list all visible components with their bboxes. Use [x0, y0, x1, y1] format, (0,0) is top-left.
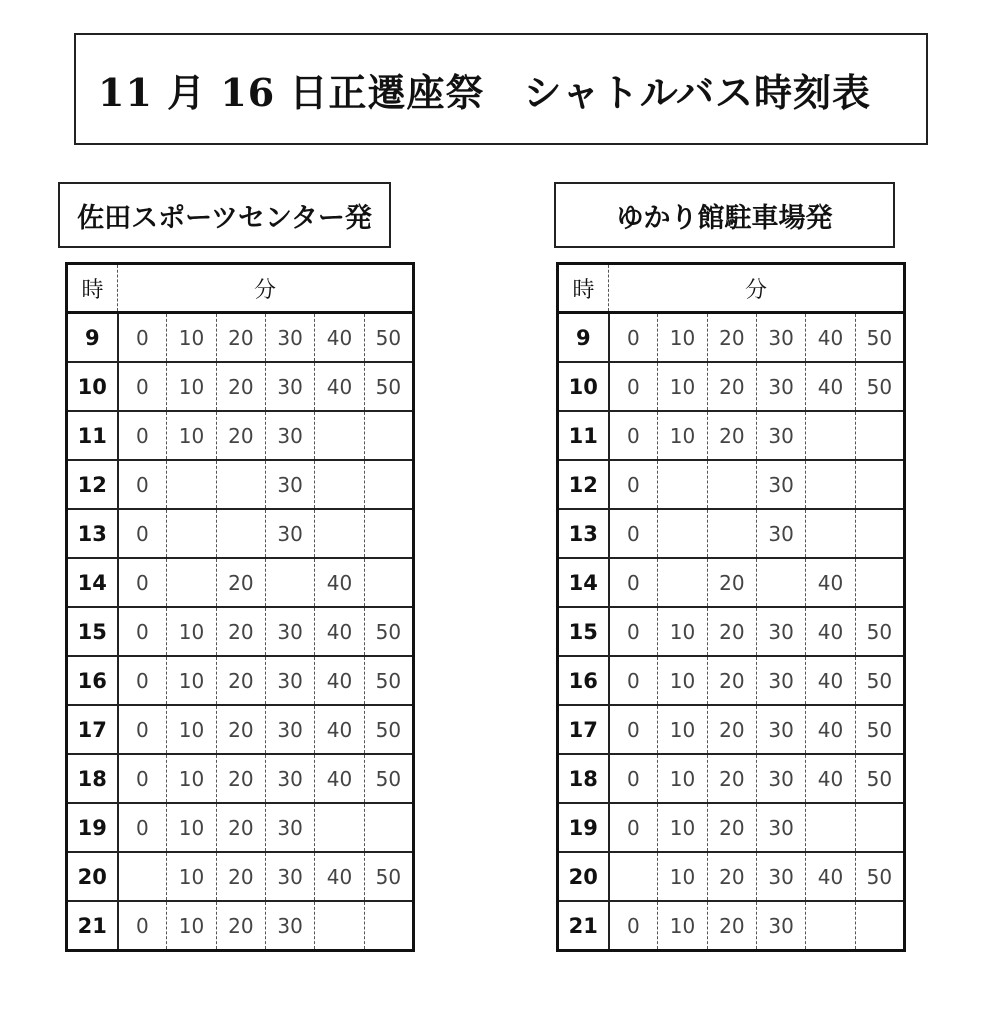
minute-cell: 50 [855, 754, 904, 803]
minute-cell: 0 [609, 754, 658, 803]
station-label-yukari-kan-parking: ゆかり館駐車場発 [554, 182, 895, 248]
minute-cell: 40 [315, 607, 364, 656]
minute-cell: 40 [806, 313, 855, 363]
minute-cell: 50 [855, 656, 904, 705]
hour-cell: 20 [67, 852, 118, 901]
minute-cell: 0 [609, 362, 658, 411]
minute-cell [364, 803, 413, 852]
minute-cell: 10 [658, 901, 707, 951]
page-title: 11 月 16 日正遷座祭 シャトルバス時刻表 [98, 69, 872, 115]
minute-cell: 0 [118, 803, 167, 852]
minute-cell: 30 [265, 656, 314, 705]
minute-cell: 50 [855, 362, 904, 411]
minute-cell: 0 [609, 411, 658, 460]
minute-cell: 20 [216, 362, 265, 411]
minute-cell: 30 [756, 656, 805, 705]
minute-cell: 30 [756, 607, 805, 656]
minute-cell [855, 558, 904, 607]
hour-cell: 19 [67, 803, 118, 852]
minute-cell [658, 558, 707, 607]
minute-cell: 20 [216, 558, 265, 607]
timetable-row [558, 607, 905, 656]
minute-cell: 40 [315, 852, 364, 901]
minute-cell: 30 [756, 460, 805, 509]
minute-cell: 10 [658, 656, 707, 705]
minute-cell: 0 [118, 607, 167, 656]
timetable-left [65, 262, 415, 952]
minute-cell: 10 [658, 607, 707, 656]
minute-cell: 0 [118, 705, 167, 754]
minute-cell: 0 [609, 509, 658, 558]
minute-cell: 0 [118, 460, 167, 509]
minute-cell: 30 [756, 754, 805, 803]
minute-cell: 40 [315, 558, 364, 607]
minute-cell: 0 [609, 558, 658, 607]
minute-cell: 10 [167, 607, 216, 656]
minute-cell: 10 [658, 852, 707, 901]
minute-cell [658, 460, 707, 509]
hour-cell: 14 [67, 558, 118, 607]
hour-column-header: 時 [67, 264, 118, 313]
minute-cell [609, 852, 658, 901]
minute-cell: 20 [216, 411, 265, 460]
minute-cell: 10 [167, 313, 216, 363]
minute-cell: 10 [167, 705, 216, 754]
minute-cell: 30 [756, 901, 805, 951]
minute-cell: 10 [658, 411, 707, 460]
minute-column-header: 分 [118, 264, 414, 313]
minute-cell: 20 [216, 754, 265, 803]
minute-cell: 20 [707, 803, 756, 852]
minute-cell: 30 [756, 362, 805, 411]
minute-cell: 40 [315, 705, 364, 754]
minute-cell: 50 [364, 754, 413, 803]
minute-cell [364, 558, 413, 607]
hour-cell: 13 [558, 509, 609, 558]
minute-cell: 30 [756, 852, 805, 901]
minute-cell: 0 [609, 901, 658, 951]
minute-cell: 40 [806, 362, 855, 411]
minute-cell [855, 509, 904, 558]
hour-cell: 9 [558, 313, 609, 363]
minute-cell: 10 [658, 313, 707, 363]
minute-cell [167, 460, 216, 509]
minute-cell [855, 803, 904, 852]
minute-cell: 40 [806, 656, 855, 705]
hour-cell: 18 [67, 754, 118, 803]
minute-cell: 30 [756, 705, 805, 754]
minute-cell: 0 [118, 901, 167, 951]
minute-cell: 30 [265, 509, 314, 558]
minute-cell [167, 509, 216, 558]
minute-cell: 30 [265, 411, 314, 460]
timetable-header-row [67, 264, 414, 313]
minute-cell: 10 [167, 901, 216, 951]
minute-cell: 30 [756, 803, 805, 852]
timetable-right [556, 262, 906, 952]
minute-cell [364, 509, 413, 558]
minute-cell: 30 [265, 754, 314, 803]
minute-cell: 0 [118, 362, 167, 411]
hour-cell: 11 [67, 411, 118, 460]
hour-cell: 21 [558, 901, 609, 951]
minute-cell: 0 [609, 313, 658, 363]
timetable-row [558, 656, 905, 705]
minute-cell: 20 [707, 705, 756, 754]
minute-cell: 0 [118, 509, 167, 558]
minute-cell: 0 [118, 558, 167, 607]
timetable-row [67, 607, 414, 656]
minute-cell: 20 [216, 656, 265, 705]
minute-cell: 30 [756, 509, 805, 558]
timetable-body [558, 313, 905, 951]
minute-cell: 50 [364, 313, 413, 363]
minute-cell [855, 460, 904, 509]
minute-cell: 20 [707, 901, 756, 951]
timetable-row [67, 803, 414, 852]
timetable-row [67, 362, 414, 411]
minute-cell [315, 411, 364, 460]
hour-cell: 17 [558, 705, 609, 754]
hour-cell: 10 [67, 362, 118, 411]
minute-cell [855, 901, 904, 951]
timetable-row [558, 852, 905, 901]
hour-cell: 18 [558, 754, 609, 803]
minute-cell: 20 [707, 852, 756, 901]
minute-cell: 30 [265, 901, 314, 951]
hour-cell: 14 [558, 558, 609, 607]
timetable-row [67, 509, 414, 558]
minute-cell: 30 [265, 852, 314, 901]
minute-cell: 50 [364, 607, 413, 656]
minute-cell: 20 [707, 411, 756, 460]
minute-cell: 20 [707, 607, 756, 656]
minute-cell: 20 [707, 313, 756, 363]
minute-cell [167, 558, 216, 607]
minute-cell: 20 [707, 362, 756, 411]
timetable-row [558, 901, 905, 951]
minute-cell: 10 [658, 803, 707, 852]
minute-cell: 10 [658, 705, 707, 754]
hour-cell: 20 [558, 852, 609, 901]
minute-column-header: 分 [609, 264, 905, 313]
minute-cell: 0 [609, 705, 658, 754]
timetable-body [67, 313, 414, 951]
minute-cell [707, 509, 756, 558]
timetable-row [67, 558, 414, 607]
minute-cell [315, 803, 364, 852]
minute-cell: 10 [167, 852, 216, 901]
hour-cell: 9 [67, 313, 118, 363]
minute-cell [364, 460, 413, 509]
minute-cell [315, 509, 364, 558]
minute-cell: 40 [806, 852, 855, 901]
minute-cell: 50 [855, 705, 904, 754]
timetable-row [558, 509, 905, 558]
timetable-row [67, 656, 414, 705]
minute-cell [806, 803, 855, 852]
timetable-row [67, 901, 414, 951]
minute-cell: 40 [315, 362, 364, 411]
minute-cell [806, 460, 855, 509]
minute-cell: 20 [707, 656, 756, 705]
minute-cell: 20 [216, 313, 265, 363]
minute-cell: 30 [265, 607, 314, 656]
minute-cell: 0 [609, 607, 658, 656]
timetable-row [558, 313, 905, 363]
timetable-row [67, 705, 414, 754]
hour-cell: 21 [67, 901, 118, 951]
minute-cell: 30 [265, 460, 314, 509]
minute-cell [315, 460, 364, 509]
timetable-row [558, 362, 905, 411]
hour-cell: 10 [558, 362, 609, 411]
minute-cell [118, 852, 167, 901]
timetable-row [558, 460, 905, 509]
minute-cell [756, 558, 805, 607]
minute-cell: 30 [265, 313, 314, 363]
timetable-row [67, 313, 414, 363]
minute-cell: 10 [167, 754, 216, 803]
minute-cell: 50 [364, 362, 413, 411]
minute-cell: 40 [806, 607, 855, 656]
hour-column-header: 時 [558, 264, 609, 313]
minute-cell: 30 [265, 705, 314, 754]
minute-cell [216, 460, 265, 509]
minute-cell: 30 [265, 362, 314, 411]
minute-cell: 40 [315, 656, 364, 705]
minute-cell: 30 [756, 313, 805, 363]
minute-cell: 0 [118, 754, 167, 803]
minute-cell: 10 [167, 803, 216, 852]
minute-cell: 20 [216, 852, 265, 901]
timetable-row [558, 803, 905, 852]
minute-cell: 20 [216, 901, 265, 951]
hour-cell: 11 [558, 411, 609, 460]
minute-cell: 0 [118, 411, 167, 460]
minute-cell: 0 [609, 803, 658, 852]
minute-cell: 30 [265, 803, 314, 852]
timetable-row [67, 460, 414, 509]
hour-cell: 16 [67, 656, 118, 705]
minute-cell [658, 509, 707, 558]
hour-cell: 12 [558, 460, 609, 509]
minute-cell: 40 [315, 754, 364, 803]
minute-cell: 50 [855, 313, 904, 363]
timetable-row [67, 411, 414, 460]
minute-cell: 20 [216, 607, 265, 656]
timetable-row [558, 411, 905, 460]
timetable-row [558, 754, 905, 803]
minute-cell [315, 901, 364, 951]
minute-cell: 40 [806, 705, 855, 754]
hour-cell: 17 [67, 705, 118, 754]
minute-cell: 20 [216, 705, 265, 754]
minute-cell: 20 [707, 754, 756, 803]
minute-cell: 50 [364, 705, 413, 754]
minute-cell [364, 411, 413, 460]
minute-cell [806, 509, 855, 558]
minute-cell: 20 [216, 803, 265, 852]
timetable-row [558, 705, 905, 754]
title-box [74, 33, 928, 145]
minute-cell [265, 558, 314, 607]
station-label-sada-sports-center: 佐田スポーツセンター発 [58, 182, 391, 248]
minute-cell: 10 [167, 411, 216, 460]
minute-cell: 40 [315, 313, 364, 363]
timetable-header-row [558, 264, 905, 313]
minute-cell: 0 [609, 656, 658, 705]
minute-cell [806, 411, 855, 460]
minute-cell: 50 [364, 656, 413, 705]
minute-cell: 10 [658, 362, 707, 411]
minute-cell: 40 [806, 558, 855, 607]
hour-cell: 15 [67, 607, 118, 656]
hour-cell: 16 [558, 656, 609, 705]
minute-cell: 0 [118, 656, 167, 705]
minute-cell [707, 460, 756, 509]
minute-cell: 20 [707, 558, 756, 607]
timetable-row [67, 754, 414, 803]
minute-cell: 0 [609, 460, 658, 509]
timetable-row [558, 558, 905, 607]
minute-cell: 50 [855, 852, 904, 901]
minute-cell: 50 [855, 607, 904, 656]
minute-cell: 40 [806, 754, 855, 803]
minute-cell: 30 [756, 411, 805, 460]
hour-cell: 13 [67, 509, 118, 558]
minute-cell: 10 [658, 754, 707, 803]
hour-cell: 19 [558, 803, 609, 852]
timetable-row [67, 852, 414, 901]
minute-cell: 50 [364, 852, 413, 901]
minute-cell: 10 [167, 362, 216, 411]
minute-cell: 10 [167, 656, 216, 705]
minute-cell [364, 901, 413, 951]
minute-cell [216, 509, 265, 558]
hour-cell: 15 [558, 607, 609, 656]
minute-cell [806, 901, 855, 951]
hour-cell: 12 [67, 460, 118, 509]
minute-cell [855, 411, 904, 460]
minute-cell: 0 [118, 313, 167, 363]
